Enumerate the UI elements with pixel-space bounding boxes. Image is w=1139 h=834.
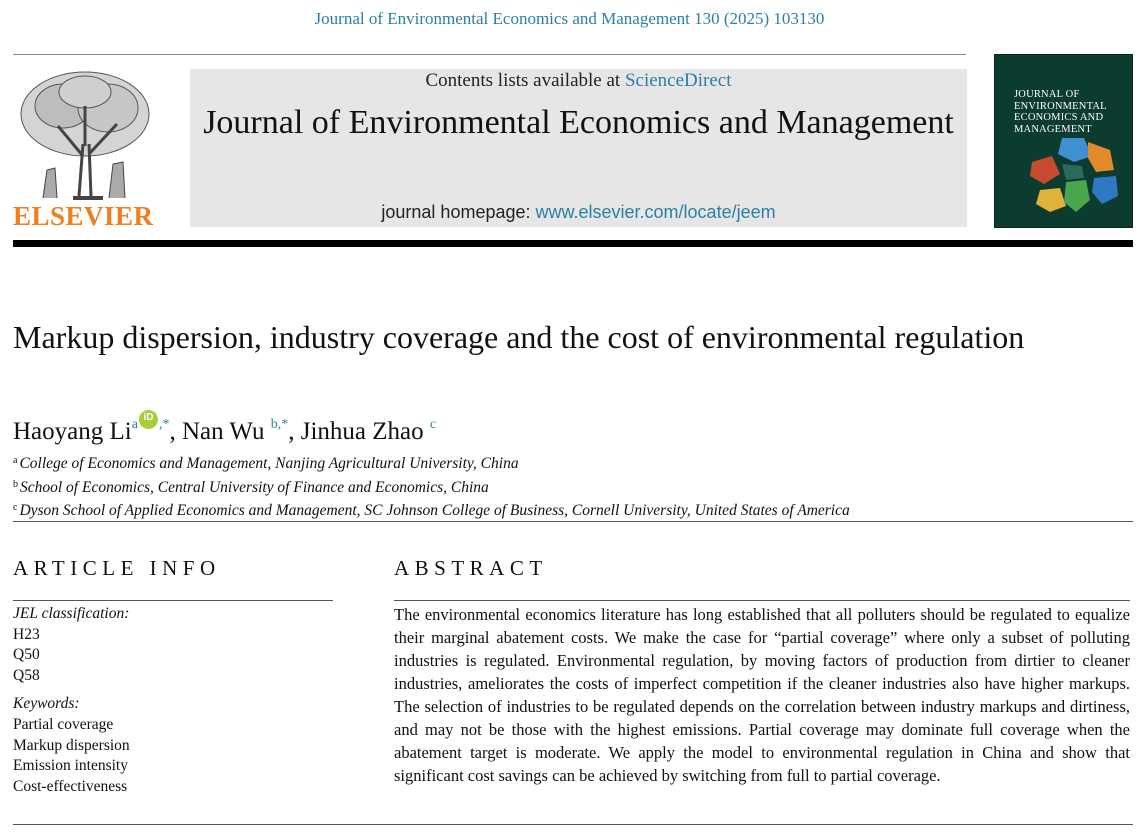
affiliation-mark: a bbox=[13, 455, 18, 466]
author-list bbox=[13, 410, 436, 446]
keyword: Emission intensity bbox=[13, 757, 128, 775]
sciencedirect-link[interactable]: ScienceDirect bbox=[624, 70, 732, 91]
journal-citation[interactable]: Journal of Environmental Economics and Management 130 (2025) 103130 bbox=[314, 9, 825, 28]
affiliation-mark: c bbox=[13, 502, 18, 513]
affiliation-mark: b bbox=[13, 478, 18, 490]
keyword: Partial coverage bbox=[13, 715, 114, 733]
affiliation-text: School of Economics, Central University of Finance and Economics, China bbox=[20, 478, 489, 496]
section-rule bbox=[13, 521, 1133, 522]
author-name[interactable]: Jinhua Zhao bbox=[300, 418, 424, 445]
abstract-rule bbox=[394, 600, 1130, 601]
author-name[interactable]: Nan Wu bbox=[181, 418, 265, 445]
affiliation-item bbox=[13, 451, 850, 475]
keywords-label: Keywords: bbox=[13, 695, 80, 713]
affiliation-text: College of Economics and Management, Nanjing Agricultural University, China bbox=[19, 455, 519, 472]
article-info-panel bbox=[13, 604, 333, 797]
homepage-link[interactable]: www.elsevier.com/locate/jeem bbox=[535, 202, 776, 222]
author-name[interactable]: Haoyang Li bbox=[13, 418, 132, 445]
affiliation-item bbox=[13, 475, 850, 499]
author-corresponding-mark[interactable]: ,* bbox=[158, 417, 170, 432]
jel-label: JEL classification: bbox=[13, 605, 130, 622]
author-separator: , bbox=[288, 418, 301, 445]
orcid-icon[interactable] bbox=[139, 410, 158, 429]
affiliation-list bbox=[13, 451, 850, 522]
masthead-rule bbox=[13, 240, 1133, 247]
elsevier-wordmark: ELSEVIER bbox=[13, 201, 154, 231]
contents-line bbox=[190, 70, 967, 92]
orcid-icon-label: iD bbox=[143, 412, 154, 423]
cover-title: JOURNAL OF ENVIRONMENTAL ECONOMICS AND MANAGEMENT bbox=[1014, 89, 1107, 135]
journal-title: Journal of Environmental Economics and Management bbox=[203, 104, 954, 141]
jel-code: Q50 bbox=[13, 646, 40, 664]
homepage-prefix: journal homepage: bbox=[381, 202, 536, 222]
article-title: Markup dispersion, industry coverage and the cost of environmental regulation bbox=[13, 319, 1025, 355]
recycle-puzzle-icon bbox=[1022, 132, 1126, 218]
author-affiliation-mark[interactable]: c bbox=[429, 417, 437, 432]
bottom-rule bbox=[13, 824, 1133, 825]
abstract-heading: ABSTRACT bbox=[394, 556, 548, 580]
affiliation-item bbox=[13, 498, 850, 522]
jel-code: Q58 bbox=[13, 666, 40, 684]
author-affiliation-mark[interactable]: a bbox=[131, 417, 138, 432]
keyword: Cost-effectiveness bbox=[13, 777, 128, 795]
author-separator: , bbox=[169, 418, 182, 445]
keyword: Markup dispersion bbox=[13, 736, 130, 754]
jel-code: H23 bbox=[13, 625, 40, 643]
article-info-heading: ARTICLE INFO bbox=[13, 556, 221, 580]
affiliation-text: Dyson School of Applied Economics and Management, SC Johnson College of Business, Cornell University, United States of America bbox=[19, 502, 850, 519]
contents-prefix: Contents lists available at bbox=[425, 70, 625, 91]
author-affiliation-mark[interactable]: b,* bbox=[270, 417, 289, 432]
article-info-rule bbox=[13, 600, 333, 601]
info-spacer bbox=[13, 686, 333, 694]
header-rule bbox=[13, 54, 966, 55]
abstract-text: The environmental economics literature has long established that all polluters should be regulated to equalize their marginal abatement costs. We make the case for “partial coverage” where only a subset of polluting industries is regulated. Environmental regulation, by moving factors of production from dirtier to cleaner industries, ameliorates the costs of imperfect competition if the cleaner industries also have higher markups. The selection of industries to be regulated depends on the correlation between industry markups and dirtiness, and may not be those with the highest emissions. Partial coverage may dominate full coverage when the abatement target is moderate. We apply the model to environmental regulation in China and show that significant cost savings can be achieved by switching from full to partial coverage. bbox=[394, 605, 1130, 785]
homepage-line bbox=[190, 202, 967, 223]
